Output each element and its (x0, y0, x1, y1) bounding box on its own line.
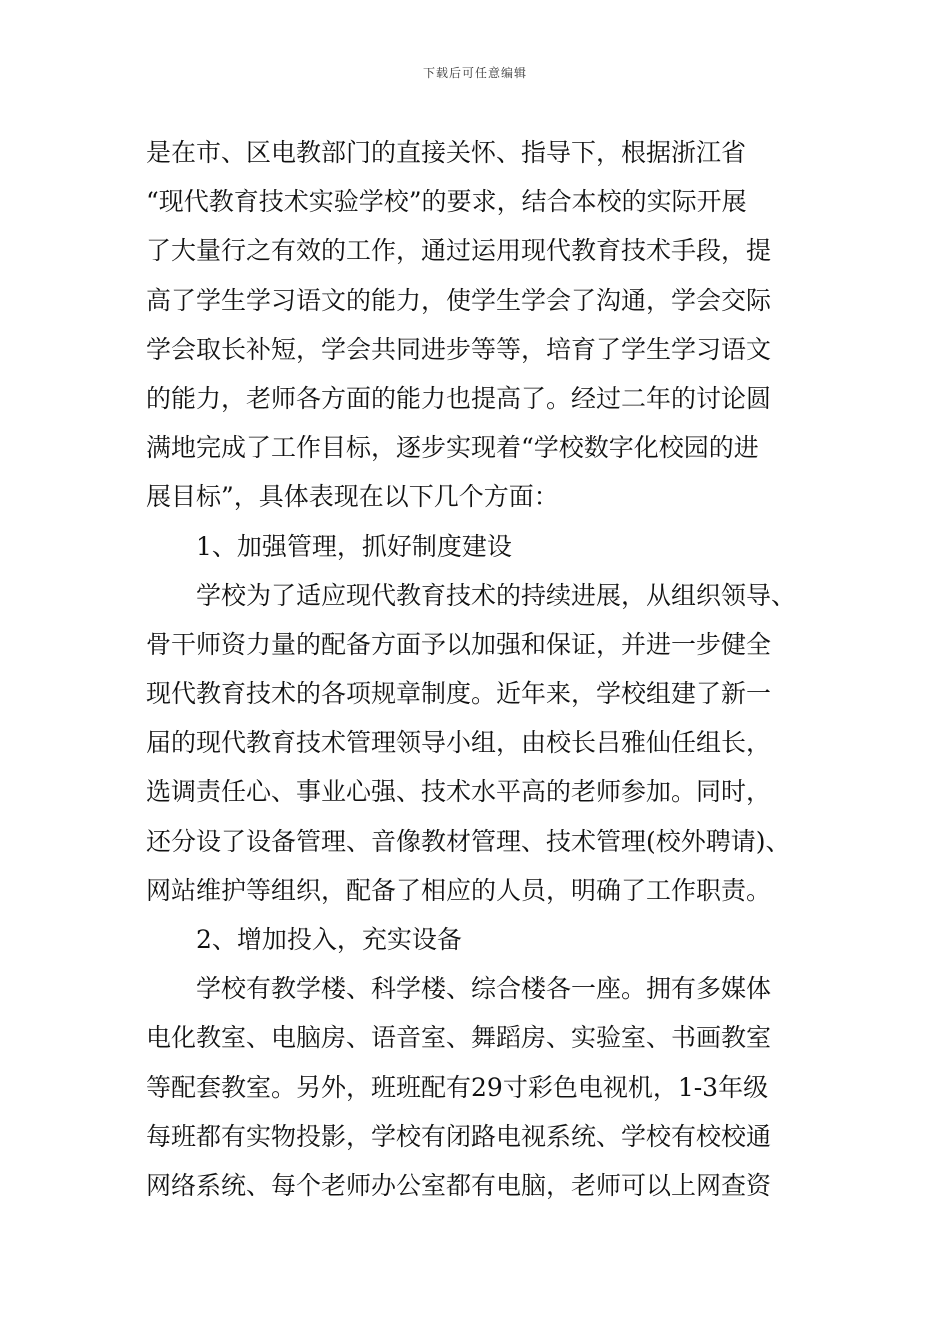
section-heading: 1、加强管理，抓好制度建设 (196, 531, 512, 561)
text-line: 是在市、区电教部门的直接关怀、指导下，根据浙江省 (146, 138, 747, 167)
text-line: 选调责任心、事业心强、技术水平高的老师参加。同时， (146, 777, 772, 807)
text-line: 了大量行之有效的工作，通过运用现代教育技术手段，提 (146, 236, 772, 266)
text-line: 电化教室、电脑房、语音室、舞蹈房、实验室、书画教室 (146, 1023, 772, 1053)
text-line: 等配套教室。另外，班班配有29寸彩色电视机，1-3年级 (146, 1072, 769, 1102)
document-body (146, 133, 826, 1215)
text-line: 届的现代教育技术管理领导小组，由校长吕雅仙任组长， (146, 728, 772, 758)
text-line: 学会取长补短，学会共同进步等等，培育了学生学习语文 (146, 334, 772, 364)
text-line: 的能力，老师各方面的能力也提高了。经过二年的讨论圆 (146, 383, 772, 413)
text-line: 高了学生学习语文的能力，使学生学会了沟通，学会交际 (146, 285, 772, 315)
text-line: 每班都有实物投影，学校有闭路电视系统、学校有校校通 (146, 1121, 772, 1151)
text-line: 骨干师资力量的配备方面予以加强和保证，并进一步健全 (146, 629, 772, 659)
section-heading: 2、增加投入，充实设备 (196, 925, 462, 954)
text-line: 网站维护等组织，配备了相应的人员，明确了工作职责。 (146, 875, 772, 905)
text-line: 网络系统、每个老师办公室都有电脑，老师可以上网查资 (146, 1170, 772, 1200)
text-line: “现代教育技术实验学校”的要求，结合本校的实际开展 (146, 187, 747, 217)
text-line: 学校为了适应现代教育技术的持续进展，从组织领导、 (196, 580, 797, 610)
page-header-note: 下载后可任意编辑 (422, 66, 527, 80)
text-line: 展目标”，具体表现在以下几个方面： (146, 482, 559, 512)
text-line: 学校有教学楼、科学楼、综合楼各一座。拥有多媒体 (196, 974, 772, 1004)
text-line: 满地完成了工作目标，逐步实现着“学校数字化校园的进 (146, 433, 759, 463)
text-line: 还分设了设备管理、音像教材管理、技术管理(校外聘请)、 (146, 826, 791, 856)
text-line: 现代教育技术的各项规章制度。近年来，学校组建了新一 (146, 679, 772, 709)
